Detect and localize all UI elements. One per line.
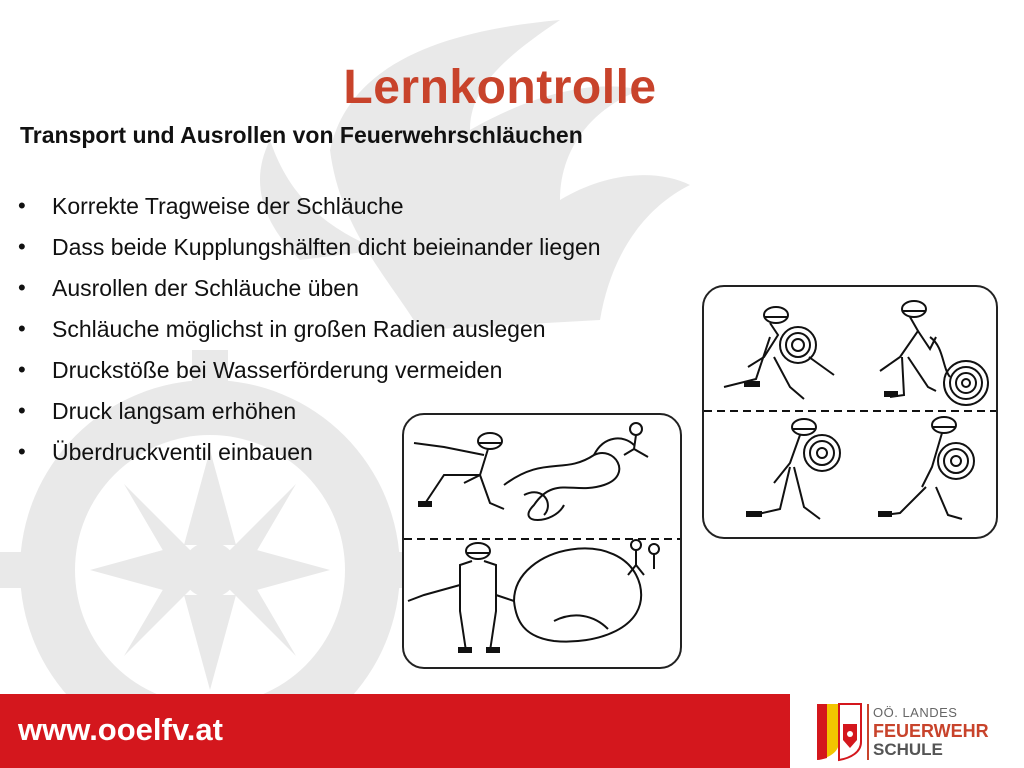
- bullet-icon: •: [18, 316, 26, 341]
- bullet-icon: •: [18, 193, 26, 218]
- pressure-surge-cartoon: [402, 413, 682, 669]
- bullet-icon: •: [18, 398, 26, 423]
- list-item-text: Druck langsam erhöhen: [52, 398, 297, 424]
- list-item-text: Korrekte Tragweise der Schläuche: [52, 193, 404, 219]
- slide-subtitle: Transport und Ausrollen von Feuerwehrschläuchen: [20, 122, 583, 148]
- logo-line-1: OÖ. LANDES: [873, 705, 958, 720]
- logo-line-3: SCHULE: [873, 740, 943, 759]
- list-item: [14, 231, 601, 272]
- list-item-text: Ausrollen der Schläuche üben: [52, 275, 359, 301]
- list-item-text: Überdruckventil einbauen: [52, 439, 313, 465]
- hose-carrying-illustration: [704, 287, 996, 537]
- bullet-icon: •: [18, 275, 26, 300]
- list-item: [14, 190, 601, 231]
- list-item: [14, 313, 601, 354]
- slide-title: Lernkontrolle: [343, 61, 657, 115]
- list-item: [14, 272, 601, 313]
- bullet-icon: •: [18, 357, 26, 382]
- bullet-icon: •: [18, 234, 26, 259]
- pressure-surge-illustration: [404, 415, 680, 667]
- upper-austria-fire-brigade-shield-icon: [815, 702, 863, 762]
- footer-url-link[interactable]: www.ooelfv.at: [18, 712, 223, 747]
- list-item-text: Schläuche möglichst in großen Radien auslegen: [52, 316, 546, 342]
- hose-carrying-cartoon: [702, 285, 998, 539]
- feuerwehrschule-logo: [815, 702, 1015, 762]
- logo-line-2: FEUERWEHR: [873, 721, 989, 741]
- logo-divider: [867, 704, 869, 760]
- list-item: [14, 354, 601, 395]
- bullet-icon: •: [18, 439, 26, 464]
- list-item-text: Dass beide Kupplungshälften dicht beieinander liegen: [52, 234, 601, 260]
- list-item-text: Druckstöße bei Wasserförderung vermeiden: [52, 357, 503, 383]
- logo-text: [873, 706, 989, 758]
